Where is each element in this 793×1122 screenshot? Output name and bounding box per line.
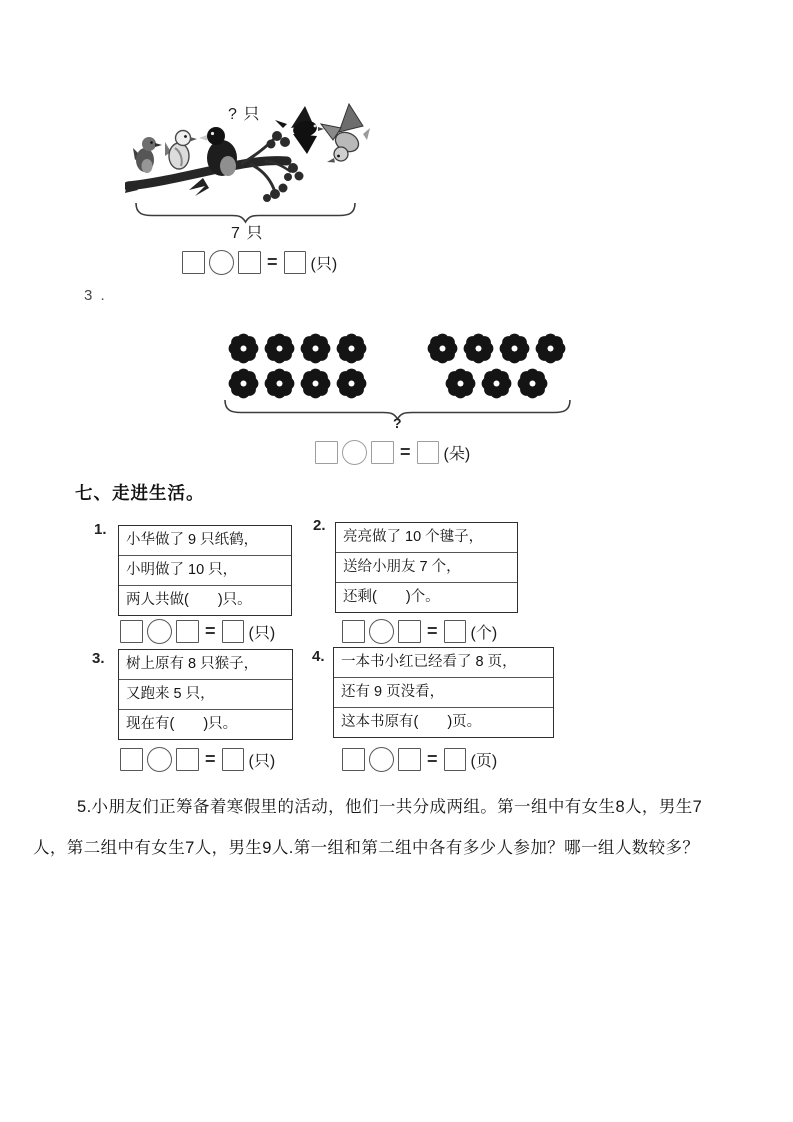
operator-circle — [369, 747, 394, 772]
operator-circle — [342, 440, 367, 465]
unit-label: (只) — [310, 256, 338, 273]
bird-equation — [182, 250, 337, 275]
flower-row — [445, 368, 566, 399]
blank-box — [371, 441, 394, 464]
problem-number: 1. — [94, 521, 107, 538]
bird-unknown-label: ? 只 — [228, 106, 261, 123]
unit-label: (页) — [470, 753, 498, 770]
problem-line: 亮亮做了 10 个毽子， — [336, 523, 517, 553]
operator-circle — [209, 250, 234, 275]
problem-5-line-2: 人，第二组中有女生7人，男生9人.第一组和第二组中各有多少人参加？哪一组人数较多？ — [33, 839, 700, 857]
section-heading: 七、走进生活。 — [75, 483, 205, 503]
unit-label: (只) — [248, 625, 276, 642]
equals-sign: = — [427, 621, 438, 641]
flower-icon — [300, 368, 331, 399]
flower-icon — [499, 333, 530, 364]
problem-line: 还有 9 页没看， — [334, 678, 553, 708]
blank-box — [120, 620, 143, 643]
word-problem-box-2 — [335, 522, 518, 613]
problem-number: 3. — [92, 650, 105, 667]
flying-bird-1 — [275, 106, 324, 154]
problem-line: 一本书小红已经看了 8 页， — [334, 648, 553, 678]
flower-icon — [517, 368, 548, 399]
blank-box — [238, 251, 261, 274]
equals-sign: = — [205, 621, 216, 641]
flower-icon — [228, 368, 259, 399]
flower-equation — [315, 440, 470, 465]
bird-total-label: 7 只 — [231, 225, 264, 242]
flower-icon — [336, 333, 367, 364]
operator-circle — [369, 619, 394, 644]
flower-icon — [535, 333, 566, 364]
problem-5-line-1: 5.小朋友们正筹备着寒假里的活动，他们一共分成两组。第一组中有女生8人，男生7 — [77, 798, 703, 816]
flower-icon — [264, 333, 295, 364]
blank-box — [176, 620, 199, 643]
problem-4-equation — [342, 747, 497, 772]
problem-number: 2. — [313, 517, 326, 534]
problem-line: 小明做了 10 只， — [119, 556, 291, 586]
problem-line: 这本书原有( )页。 — [341, 714, 482, 730]
answer-box — [222, 748, 244, 771]
flower-group-left — [228, 333, 367, 399]
flower-icon — [445, 368, 476, 399]
flower-icon — [264, 368, 295, 399]
problem-line: 又跑来 5 只， — [119, 680, 292, 710]
blank-box — [398, 748, 421, 771]
answer-box — [444, 748, 466, 771]
flower-icon — [481, 368, 512, 399]
unit-label: (个) — [470, 625, 498, 642]
flower-group-right — [427, 333, 566, 399]
flower-icon — [300, 333, 331, 364]
word-problem-box-3 — [118, 649, 293, 740]
problem-number: 4. — [312, 648, 325, 665]
equals-sign: = — [400, 442, 411, 462]
perched-bird-1 — [133, 137, 162, 173]
equals-sign: = — [205, 749, 216, 769]
operator-circle — [147, 619, 172, 644]
blank-box — [342, 748, 365, 771]
problem-2-equation — [342, 619, 497, 644]
problem-line: 小华做了 9 只纸鹤， — [119, 526, 291, 556]
blank-box — [342, 620, 365, 643]
blank-box — [315, 441, 338, 464]
equals-sign: = — [267, 252, 278, 272]
operator-circle — [147, 747, 172, 772]
blank-box — [176, 748, 199, 771]
flower-icon — [463, 333, 494, 364]
flying-bird-2 — [321, 104, 370, 163]
problem-line: 还剩( )个。 — [343, 589, 440, 605]
flower-row — [228, 368, 367, 399]
unit-label: (朵) — [443, 446, 471, 463]
answer-box — [417, 441, 439, 464]
flower-problem-number: 3 . — [84, 287, 107, 304]
flower-question-mark: ? — [393, 415, 402, 431]
flower-row — [228, 333, 367, 364]
perched-bird-2 — [165, 131, 197, 170]
blank-box — [182, 251, 205, 274]
word-problem-box-1 — [118, 525, 292, 616]
blank-box — [120, 748, 143, 771]
problem-line: 送给小朋友 7 个， — [336, 553, 517, 583]
answer-box — [444, 620, 466, 643]
problem-line: 树上原有 8 只猴子， — [119, 650, 292, 680]
flower-icon — [336, 368, 367, 399]
flower-icon — [427, 333, 458, 364]
unit-label: (只) — [248, 753, 276, 770]
problem-1-equation — [120, 619, 275, 644]
blank-box — [398, 620, 421, 643]
problem-line: 两人共做( )只。 — [126, 592, 252, 608]
answer-box — [222, 620, 244, 643]
flower-row — [427, 333, 566, 364]
answer-box — [284, 251, 306, 274]
problem-3-equation — [120, 747, 275, 772]
flower-icon — [228, 333, 259, 364]
birds-on-branch-illustration — [125, 98, 370, 206]
problem-line: 现在有( )只。 — [126, 716, 238, 732]
perched-bird-3 — [189, 127, 237, 196]
word-problem-box-4 — [333, 647, 554, 738]
equals-sign: = — [427, 749, 438, 769]
